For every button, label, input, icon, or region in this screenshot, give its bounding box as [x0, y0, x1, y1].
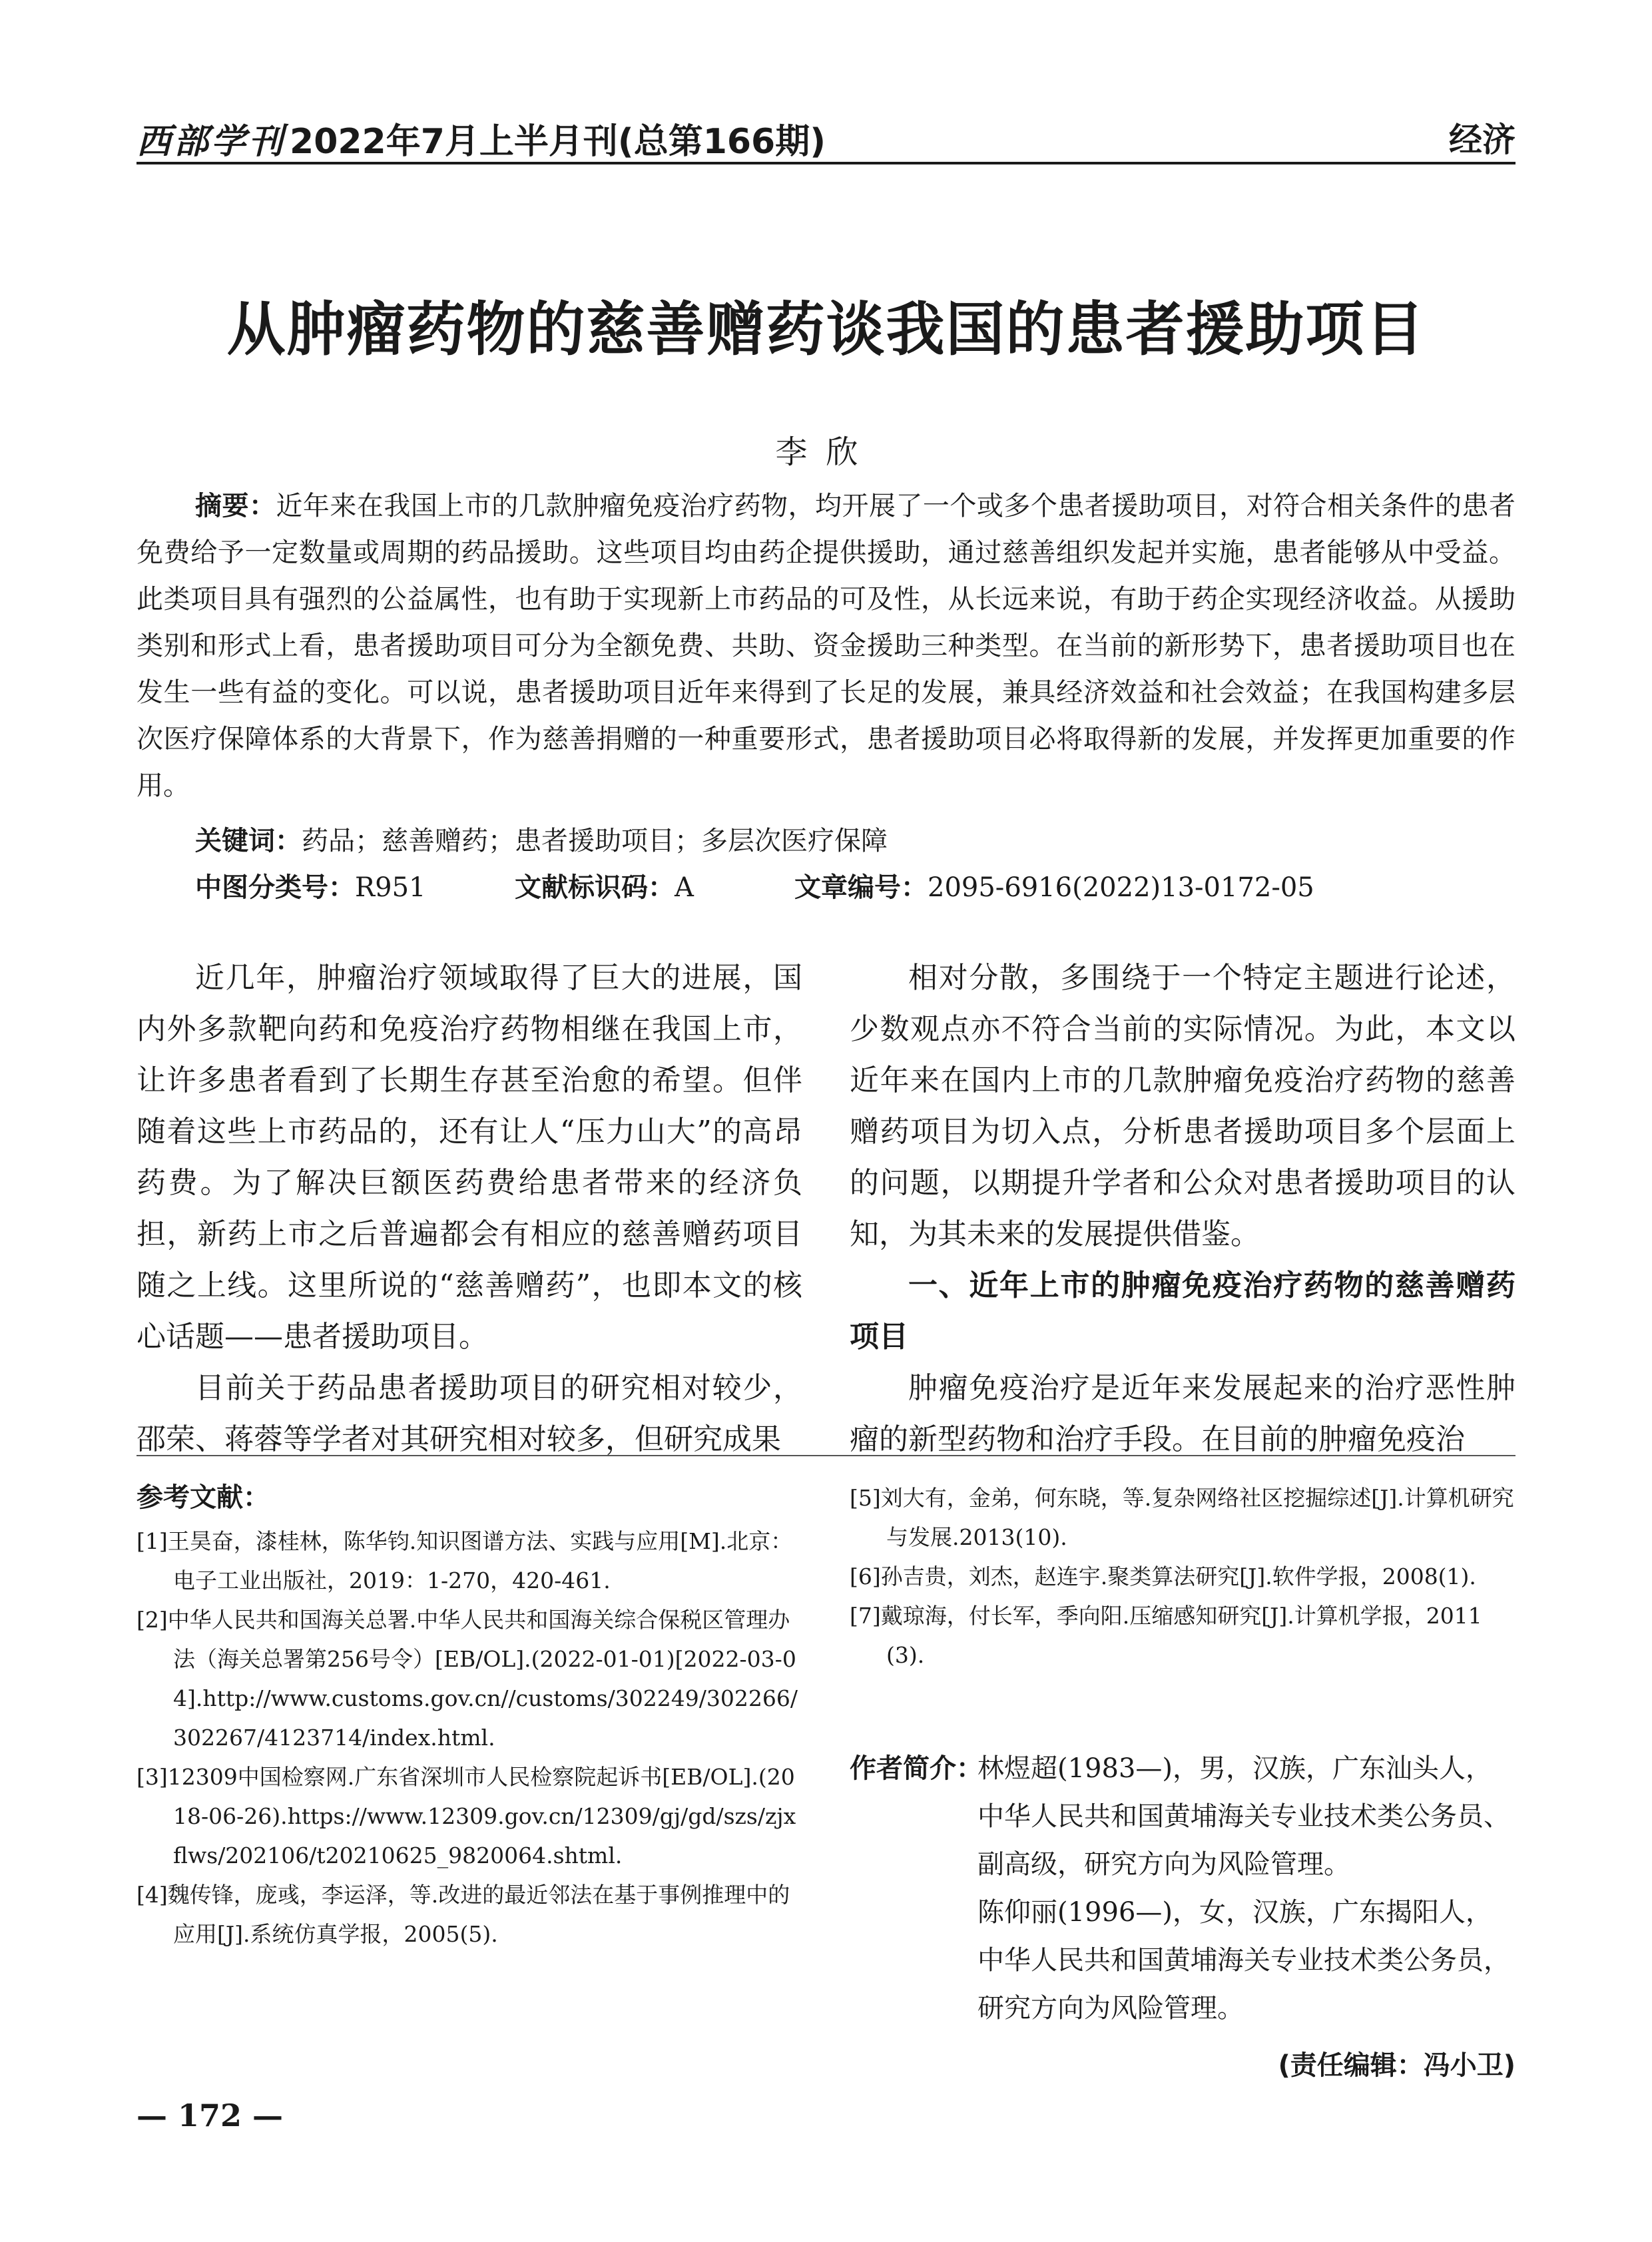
body-paragraph: 肿瘤免疫治疗是近年来发展起来的治疗恶性肿瘤的新型药物和治疗手段。在目前的肿瘤免疫治 — [850, 1371, 1515, 1456]
clc-value: R951 — [355, 872, 426, 903]
author-bio-entry: 陈仰丽(1996—)，女，汉族，广东揭阳人，中华人民共和国黄埔海关专业技术类公务员，研究方向为风险管理。 — [977, 1897, 1510, 2024]
author-bio-label: 作者简介： — [850, 1753, 983, 1784]
body-paragraph: 相对分散，多围绕于一个特定主题进行论述，少数观点亦不符合当前的实际情况。为此，本文以近年来在国内上市的几款肿瘤免疫治疗药物的慈善赠药项目为切入点，分析患者援助项目多个层面上的问题，以期提升学者和公众对患者援助项目的认知，为其未来的发展提供借鉴。 — [850, 961, 1515, 1251]
reference-item: [4]魏传锋，庞彧，李运泽，等.改进的最近邻法在基于事例推理中的应用[J].系统仿真学报，2005(5). — [137, 1882, 790, 1947]
abstract — [137, 483, 1515, 809]
abstract-label: 摘要： — [195, 491, 276, 521]
keywords-text: 药品；慈善赠药；患者援助项目；多层次医疗保障 — [302, 826, 888, 856]
references-right — [850, 1478, 1515, 1675]
reference-item: [2]中华人民共和国海关总署.中华人民共和国海关综合保税区管理办法（海关总署第256号令）[EB/OL].(2022-01-01)[2022-03-04].http://www.customs.gov.cn//customs/302249/302266/302267/4123714/index.html. — [137, 1607, 798, 1751]
body-column-right — [850, 952, 1515, 1465]
header-divider — [137, 162, 1515, 164]
abstract-text: 近年来在我国上市的几款肿瘤免疫治疗药物，均开展了一个或多个患者援助项目，对符合相关条件的患者免费给予一定数量或周期的药品援助。这些项目均由药企提供援助，通过慈善组织发起并实施，患者能够从中受益。此类项目具有强烈的公益属性，也有助于实现新上市药品的可及性，从长远来说，有助于药企实现经济收益。从援助类别和形式上看，患者援助项目可分为全额免费、共助、资金援助三种类型。在当前的新形势下，患者援助项目也在发生一些有益的变化。可以说，患者援助项目近年来得到了长足的发展，兼具经济效益和社会效益；在我国构建多层次医疗保障体系的大背景下，作为慈善捐赠的一种重要形式，患者援助项目必将取得新的发展，并发挥更加重要的作用。 — [137, 491, 1515, 801]
journal-issue: 2022年7月上半月刊(总第166期) — [290, 122, 826, 162]
reference-item: [3]12309中国检察网.广东省深圳市人民检察院起诉书[EB/OL].(2018-06-26).https://www.12309.gov.cn/12309/gj/gd/szs/zjxflws/202106/t20210625_9820064.shtml. — [137, 1764, 796, 1868]
page-number: — 172 — — [137, 2098, 284, 2133]
doc-code-value: A — [675, 872, 694, 903]
article-title: 从肿瘤药物的慈善赠药谈我国的患者援助项目 — [226, 294, 1426, 364]
responsible-editor: (责任编辑：冯小卫) — [1278, 2050, 1515, 2081]
section-heading: 一、近年上市的肿瘤免疫治疗药物的慈善赠药项目 — [850, 1268, 1515, 1354]
body-column-left — [137, 952, 802, 1465]
keywords — [195, 818, 888, 864]
author-bio-entry: 林煜超(1983—)，男，汉族，广东汕头人，中华人民共和国黄埔海关专业技术类公务员、副高级，研究方向为风险管理。 — [977, 1753, 1510, 1880]
references-left — [137, 1478, 802, 1954]
section-label: 经济 — [1449, 121, 1515, 159]
keywords-label: 关键词： — [195, 826, 302, 856]
author-bio — [850, 1745, 1515, 2032]
journal-header — [137, 113, 826, 163]
article-number-label: 文章编号： — [794, 872, 928, 903]
references-divider — [137, 1455, 1515, 1456]
article-author: 李欣 — [775, 433, 877, 471]
reference-item: [7]戴琼海，付长军，季向阳.压缩感知研究[J].计算机学报，2011(3). — [850, 1603, 1482, 1668]
reference-item: [1]王昊奋，漆桂林，陈华钧.知识图谱方法、实践与应用[M].北京：电子工业出版社，2019：1-270，420-461. — [137, 1528, 793, 1593]
classification-line — [195, 864, 1515, 911]
journal-logo: 西部学刊 — [137, 122, 286, 162]
clc-label: 中图分类号： — [195, 872, 355, 903]
doc-code-label: 文献标识码： — [515, 872, 675, 903]
reference-item: [5]刘大有，金弟，何东晓，等.复杂网络社区挖掘综述[J].计算机研究与发展.2013(10). — [850, 1485, 1514, 1550]
body-paragraph: 目前关于药品患者援助项目的研究相对较少，邵荣、蒋蓉等学者对其研究相对较多，但研究成果 — [137, 1371, 802, 1456]
reference-item: [6]孙吉贵，刘杰，赵连宇.聚类算法研究[J].软件学报，2008(1). — [850, 1563, 1476, 1589]
references-heading: 参考文献： — [137, 1482, 270, 1513]
body-paragraph: 近几年，肿瘤治疗领域取得了巨大的进展，国内外多款靶向药和免疫治疗药物相继在我国上市，让许多患者看到了长期生存甚至治愈的希望。但伴随着这些上市药品的，还有让人“压力山大”的高昂药费。为了解决巨额医药费给患者带来的经济负担，新药上市之后普遍都会有相应的慈善赠药项目随之上线。这里所说的“慈善赠药”，也即本文的核心话题——患者援助项目。 — [137, 961, 802, 1354]
article-number-value: 2095-6916(2022)13-0172-05 — [928, 872, 1314, 903]
